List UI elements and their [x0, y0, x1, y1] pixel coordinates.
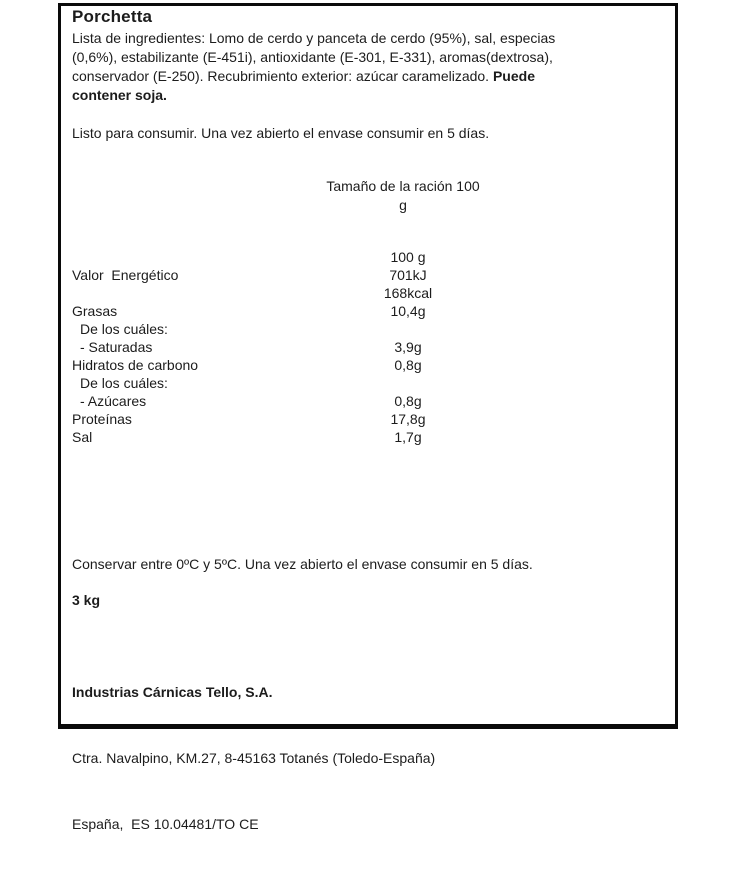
- table-row: [61, 284, 672, 302]
- allergen-warning-end: contener soja.: [72, 87, 167, 103]
- ready-to-eat-text: Listo para consumir. Una vez abierto el envase consumir en 5 días.: [72, 125, 490, 141]
- table-row: [61, 302, 672, 320]
- ingredients-line: Lista de ingredientes: Lomo de cerdo y panceta de cerdo (95%), sal, especias: [72, 30, 556, 46]
- net-weight: 3 kg: [72, 592, 101, 608]
- table-row: [61, 392, 672, 410]
- nutrient-value: 100 g: [390, 249, 426, 265]
- table-row: [61, 266, 672, 284]
- serving-size-line2: g: [399, 197, 407, 213]
- ingredients-line: (0,6%), estabilizante (E-451i), antioxidante (E-301, E-331), aromas(dextrosa),: [72, 49, 553, 65]
- ingredients-text: conservador (E-250). Recubrimiento exterior: azúcar caramelizado.: [72, 68, 493, 84]
- manufacturer-address: Ctra. Navalpino, KM.27, 8-45163 Totanés (Toledo-España): [72, 750, 436, 766]
- table-row: [61, 410, 672, 428]
- storage-instructions-text: Conservar entre 0ºC y 5ºC. Una vez abierto el envase consumir en 5 días.: [72, 556, 533, 572]
- ingredients-paragraph: [72, 29, 647, 105]
- product-title: Porchetta: [72, 7, 153, 26]
- serving-size-line1: Tamaño de la ración 100: [326, 178, 480, 194]
- nutrient-label: De los cuáles:: [80, 321, 168, 337]
- nutrient-label: - Saturadas: [80, 339, 153, 355]
- nutrient-value: 0,8g: [394, 393, 422, 409]
- ingredients-line: [72, 67, 647, 86]
- table-row: [61, 248, 672, 266]
- table-row: [61, 338, 672, 356]
- label-border-box: [58, 3, 678, 832]
- manufacturer-name: Industrias Cárnicas Tello, S.A.: [72, 684, 273, 700]
- manufacturer-registration: España, ES 10.04481/TO CE: [72, 816, 259, 832]
- nutrient-value: 168kcal: [383, 285, 433, 301]
- table-row: [61, 374, 672, 392]
- serving-size-block: [313, 177, 493, 215]
- nutrient-label: De los cuáles:: [80, 375, 168, 391]
- table-row: [61, 320, 672, 338]
- nutrient-label: - Azúcares: [80, 393, 147, 409]
- allergen-warning-start: Puede: [492, 68, 535, 84]
- nutrient-value: 1,7g: [394, 429, 422, 445]
- nutrient-value: 3,9g: [394, 339, 422, 355]
- nutrient-value: 17,8g: [390, 411, 426, 427]
- nutrient-value: 10,4g: [390, 303, 426, 319]
- nutrient-value: 0,8g: [394, 357, 422, 373]
- manufacturer-block: [72, 637, 435, 879]
- nutrient-label: Hidratos de carbono: [72, 357, 199, 373]
- nutrient-label: Valor Energético: [72, 267, 179, 283]
- nutrient-value: 701kJ: [389, 267, 427, 283]
- table-row: [61, 428, 672, 446]
- nutrient-label: Proteínas: [72, 411, 132, 427]
- nutrient-label: Sal: [72, 429, 93, 445]
- table-row: [61, 356, 672, 374]
- nutrition-table: [61, 248, 672, 446]
- nutrient-label: Grasas: [72, 303, 118, 319]
